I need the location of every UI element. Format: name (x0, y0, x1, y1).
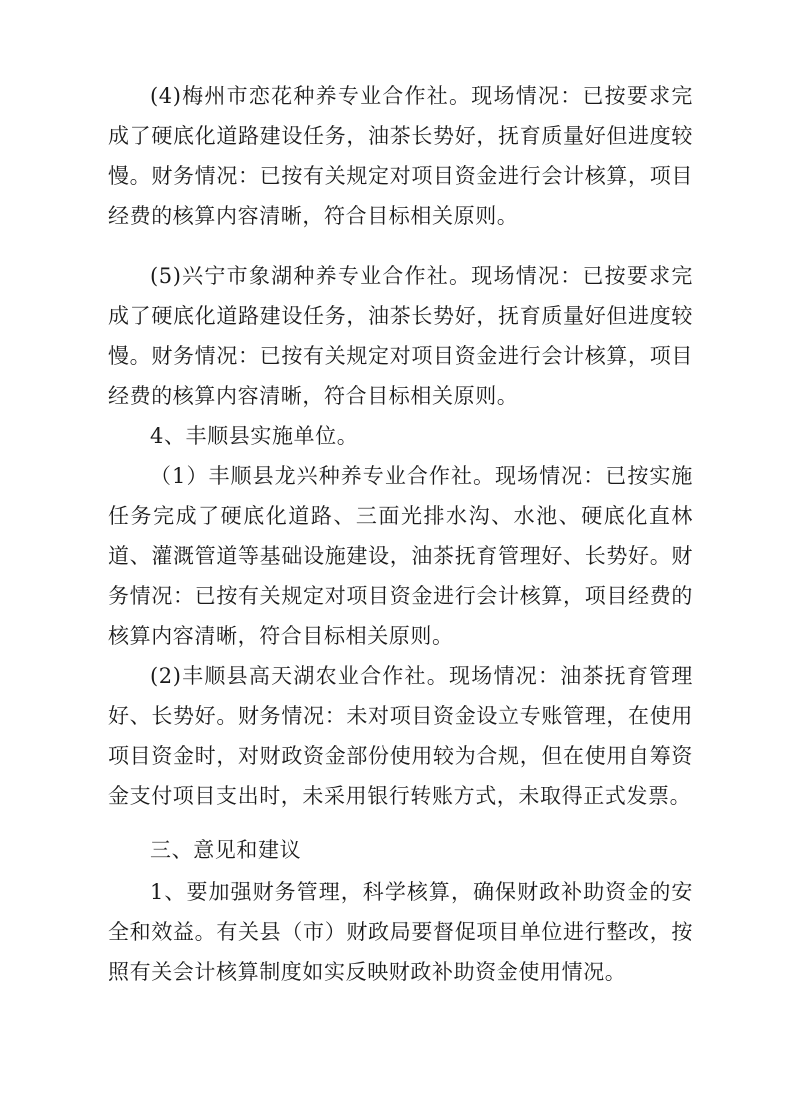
paragraph-fengshun-gaotianhu: (2)丰顺县高天湖农业合作社。现场情况：油茶抚育管理好、长势好。财务情况：未对项目资金设立专账管理，在使用项目资金时，对财政资金部份使用较为合规，但在使用自筹资金支付项目支出时，未采用银行转账方式，未取得正式发票。 (108, 664, 693, 808)
section-heading-opinions: 三、意见和建议 (150, 838, 302, 862)
paragraph-fengshun-longxing: （1）丰顺县龙兴种养专业合作社。现场情况：已按实施任务完成了硬底化道路、三面光排水沟、水池、硬底化直林道、灌溉管道等基础设施建设，油茶抚育管理好、长势好。财务情况：已按有关规定对项目资金进行会计核算，项目经费的核算内容清晰，符合目标相关原则。 (108, 464, 693, 648)
paragraph-recommendation-1: 1、要加强财务管理，科学核算，确保财政补助资金的安全和效益。有关县（市）财政局要督促项目单位进行整改，按照有关会计核算制度如实反映财政补助资金使用情况。 (108, 880, 693, 984)
paragraph-xingning-xianghu: (5)兴宁市象湖种养专业合作社。现场情况：已按要求完成了硬底化道路建设任务，油茶长势好，抚育质量好但进度较慢。财务情况：已按有关规定对项目资金进行会计核算，项目经费的核算内容清晰，符合目标相关原则。 (108, 264, 693, 408)
section-heading-fengshun: 4、丰顺县实施单位。 (150, 424, 359, 448)
paragraph-meizhou-lianhua: (4)梅州市恋花种养专业合作社。现场情况：已按要求完成了硬底化道路建设任务，油茶长势好，抚育质量好但进度较慢。财务情况：已按有关规定对项目资金进行会计核算，项目经费的核算内容清晰，符合目标相关原则。 (108, 84, 693, 228)
